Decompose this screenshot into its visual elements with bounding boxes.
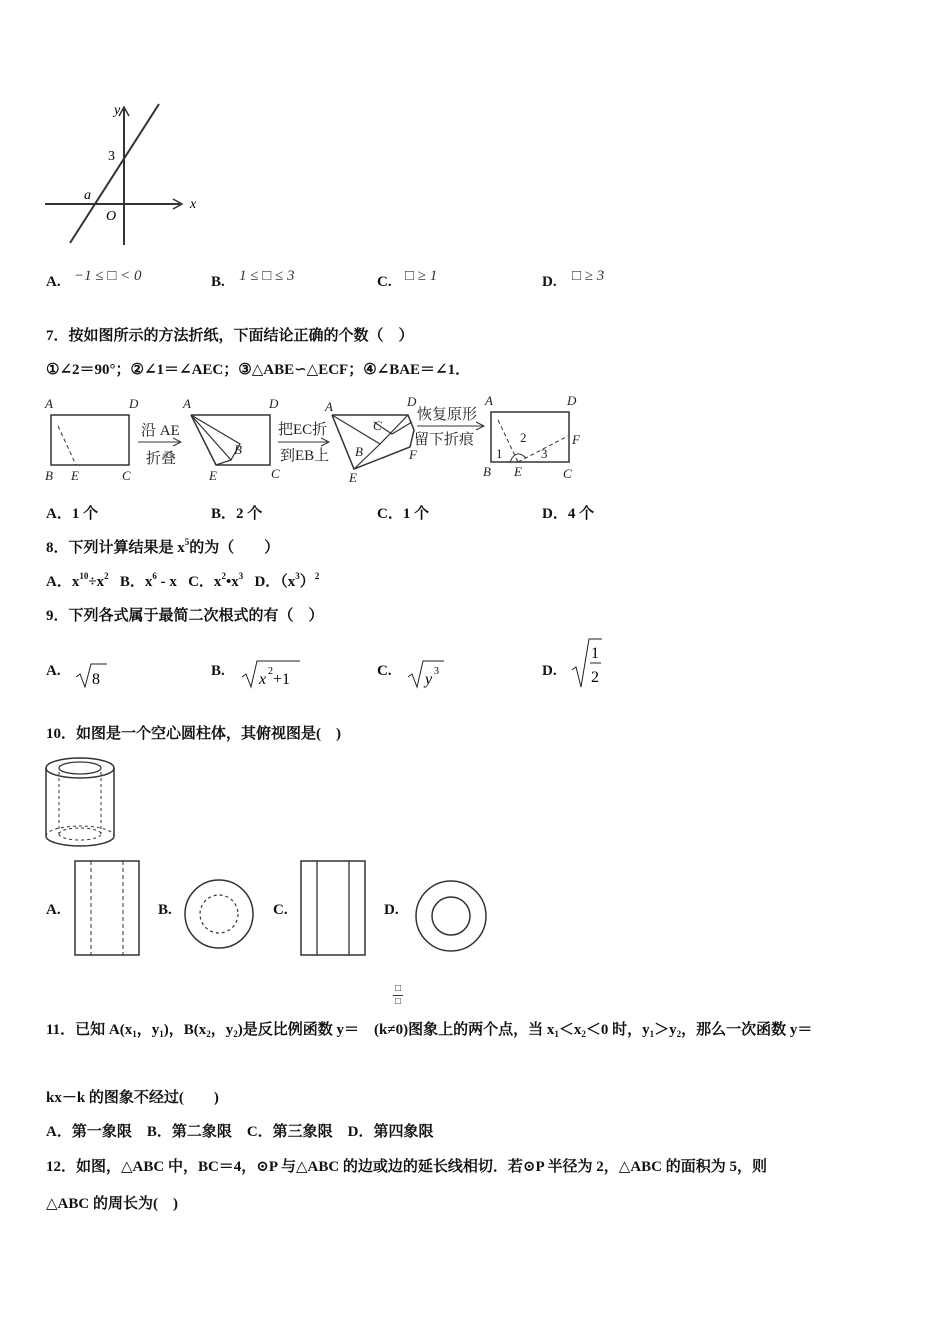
q11-options: A．第一象限 B．第二象限 C．第三象限 D．第四象限 <box>46 1124 434 1140</box>
svg-text:A: A <box>45 396 53 411</box>
svg-text:C: C <box>271 466 280 481</box>
q10-stem: 10．如图是一个空心圆柱体，其俯视图是( ) <box>46 726 341 742</box>
q7-option-d: D．4 个 <box>542 506 595 522</box>
svg-text:2: 2 <box>591 669 599 686</box>
q9-option-c-letter: C. <box>377 663 392 679</box>
q10-option-b-letter: B. <box>158 902 172 918</box>
q7-step2b-label: 到EB上 <box>280 448 330 464</box>
svg-text:1: 1 <box>496 446 503 461</box>
x-axis-label: x <box>190 197 197 212</box>
q8-stem: 8．下列计算结果是 $x^5$的为（ ） <box>46 537 280 556</box>
q7-conditions: ①∠2＝90°；②∠1＝∠AEC；③△ABE∽△ECF；④∠BAE＝∠1． <box>46 362 471 378</box>
q6-option-c-expr: □ ≥ 1 <box>405 268 438 284</box>
svg-text:B: B <box>483 464 491 479</box>
svg-text:C: C <box>373 418 382 433</box>
q6-option-c-letter: C. <box>377 274 392 290</box>
svg-text:D: D <box>407 394 417 409</box>
q7-folding-figure <box>40 392 600 488</box>
svg-text:C: C <box>563 466 572 481</box>
q8-option-d: D．$(x^3)^2$ <box>254 571 320 590</box>
svg-text:A: A <box>485 393 493 408</box>
q7-option-b: B．2 个 <box>211 506 263 522</box>
svg-text:y: y <box>425 671 433 688</box>
q7-stem: 7．按如图所示的方法折纸，下面结论正确的个数（ ） <box>46 328 414 344</box>
q7-option-c: C．1 个 <box>377 506 430 522</box>
q7-step1b-label: 折叠 <box>146 451 177 467</box>
q9-option-a-radical <box>74 660 108 690</box>
q8-options <box>46 570 319 591</box>
svg-text:E: E <box>514 464 522 479</box>
q10-option-a-letter: A. <box>46 902 61 918</box>
q9-option-c-radical <box>406 657 446 690</box>
svg-text:D: D <box>269 396 279 411</box>
q6-option-d-letter: D. <box>542 274 557 290</box>
svg-text:F: F <box>572 432 580 447</box>
q9-option-d-letter: D. <box>542 663 557 679</box>
q9-option-b-letter: B. <box>211 663 225 679</box>
q6-option-b-expr: 1 ≤ □ ≤ 3 <box>239 268 295 284</box>
q7-step1-label: 沿 AE <box>141 423 180 439</box>
q10-option-d-letter: D. <box>384 902 399 918</box>
q7-option-a: A．1 个 <box>46 506 99 522</box>
q8-option-c: C．$x^2•x^3$ <box>188 571 244 590</box>
svg-text:D: D <box>567 393 577 408</box>
svg-text:B: B <box>355 444 363 459</box>
q11-line2: kx－k 的图象不经过( ) <box>46 1090 219 1106</box>
svg-text:A: A <box>325 399 333 414</box>
q11-fraction: □ □ <box>394 983 402 1007</box>
q7-step3-label: 恢复原形 <box>417 407 478 423</box>
q11-line1: 11．已知 $A(x_1$，$y_1$)，$B(x_2$，$y_2$)是反比例函数 y＝ (k≠0)图象上的两个点，当 $x_1<x_2<0$ 时，$y_1>y_2$，那么一次函数 y＝ <box>46 1022 813 1039</box>
q8-option-b: B．$x^6$ - x <box>119 571 177 590</box>
q10-option-a-figure <box>74 860 142 958</box>
y-intercept-label: 3 <box>108 149 115 164</box>
x-intercept-label: a <box>84 188 91 203</box>
q6-option-a-expr: −1 ≤ □ < 0 <box>74 268 142 284</box>
svg-text:3: 3 <box>434 666 439 677</box>
svg-text:C: C <box>122 468 131 483</box>
q9-option-a-letter: A. <box>46 663 61 679</box>
q10-option-c-letter: C. <box>273 902 288 918</box>
svg-text:E: E <box>209 468 217 483</box>
q10-option-b-figure <box>183 878 255 950</box>
q8-option-a: A．$x^{10}\div x^2$ <box>46 571 109 590</box>
q7-step3b-label: 留下折痕 <box>414 432 475 448</box>
q12-line1: 12．如图，△ABC 中，BC＝4，⊙P 与△ABC 的边或边的延长线相切．若⊙P 半径为 2，△ABC 的面积为 5，则 <box>46 1159 768 1175</box>
svg-text:8: 8 <box>92 671 100 688</box>
svg-text:3: 3 <box>541 446 548 461</box>
svg-text:E: E <box>71 468 79 483</box>
svg-text:E: E <box>349 470 357 485</box>
svg-text:x: x <box>259 671 267 688</box>
q7-step2-label: 把EC折 <box>278 422 328 438</box>
q9-stem: 9．下列各式属于最简二次根式的有（ ） <box>46 608 324 624</box>
svg-text:A: A <box>183 396 191 411</box>
q6-option-d-expr: □ ≥ 3 <box>572 268 605 284</box>
q6-coordinate-graph <box>40 98 210 248</box>
svg-text:B: B <box>234 442 242 457</box>
svg-text:B: B <box>45 468 53 483</box>
svg-text:F: F <box>409 447 417 462</box>
origin-label: O <box>106 209 117 224</box>
q9-option-b-radical <box>240 657 302 690</box>
q10-option-d-figure <box>413 878 491 956</box>
q10-option-c-figure <box>300 860 368 958</box>
q12-line2: △ABC 的周长为( ) <box>46 1196 178 1212</box>
q6-option-a-letter: A. <box>46 274 61 290</box>
q6-option-b-letter: B. <box>211 274 225 290</box>
q9-option-d-radical <box>570 636 604 690</box>
svg-text:2: 2 <box>268 666 273 677</box>
svg-text:2: 2 <box>520 430 527 445</box>
svg-text:D: D <box>129 396 139 411</box>
y-axis-label: y <box>114 103 121 118</box>
svg-text:+1: +1 <box>273 671 291 688</box>
q10-hollow-cylinder <box>42 754 118 852</box>
svg-text:1: 1 <box>591 645 599 662</box>
